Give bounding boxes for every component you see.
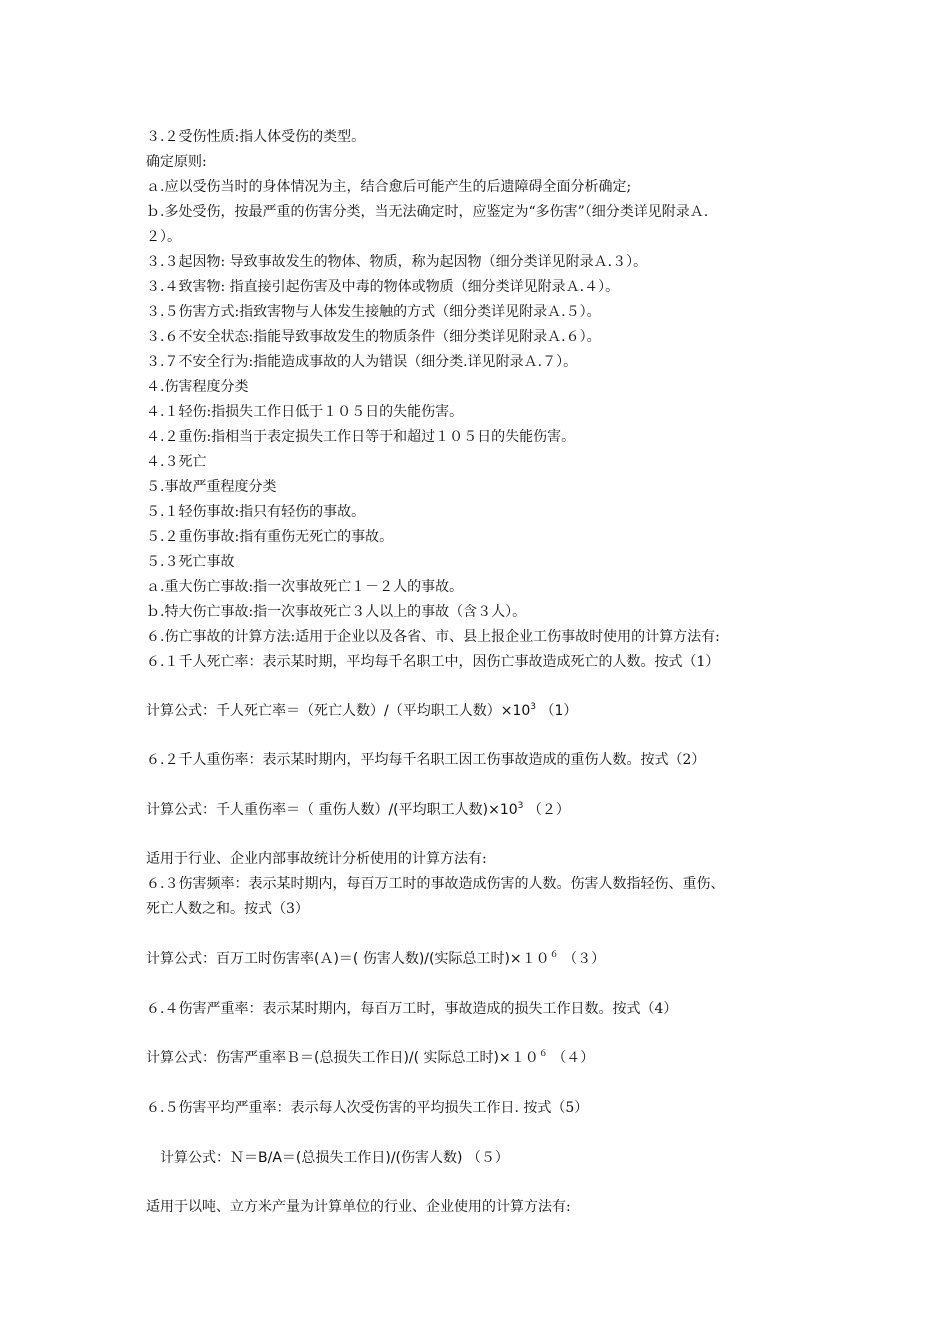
text-line-6-2: ６.２千人重伤率：表示某时期内，平均每千名职工因工伤事故造成的重伤人数。按式（2） (146, 752, 706, 768)
formula-2-exponent: 3 (517, 801, 524, 811)
text-line-4-1: ４.１轻伤:指损失工作日低于１０５日的失能伤害。 (146, 404, 464, 420)
formula-5: 计算公式：Ｎ＝B/A＝(总损失工作日)/(伤害人数) （５） (160, 1150, 509, 1166)
formula-2-tag: （２） (523, 802, 570, 818)
text-line-6-4: ６.４伤害严重率：表示某时期内，每百万工时，事故造成的损失工作日数。按式（4） (146, 1001, 678, 1017)
formula-3-main: 计算公式：百万工时伤害率(Ａ)＝( 伤害人数)/(实际总工时)×１０ (146, 951, 550, 967)
formula-4-main: 计算公式：伤害严重率Ｂ＝(总损失工作日)/( 实际总工时)×１０ (146, 1050, 539, 1066)
text-line-principle-b-cont: ２）。 (146, 229, 181, 245)
text-line-principle: 确定原则: (146, 154, 207, 170)
text-line-3-7: ３.７不安全行为:指能造成事故的人为错误（细分类.详见附录Ａ.７）。 (146, 354, 578, 370)
text-line-3-4: ３.４致害物: 指直接引起伤害及中毒的物体或物质（细分类详见附录Ａ.４）。 (146, 279, 620, 295)
text-line-principle-b: ｂ.多处受伤，按最严重的伤害分类，当无法确定时，应鉴定为“多伤害”（细分类详见附录Ａ. (146, 204, 709, 220)
formula-2 (146, 801, 570, 819)
text-line-5-1: ５.１轻伤事故:指只有轻伤的事故。 (146, 504, 366, 520)
formula-4-exponent: ６ (538, 1049, 548, 1059)
formula-3-tag: （３） (558, 951, 606, 967)
text-line-6-3: ６.３伤害频率：表示某时期内，每百万工时的事故造成伤害的人数。伤害人数指轻伤、重伤、 (146, 876, 725, 892)
text-line-5-2: ５.２重伤事故:指有重伤无死亡的事故。 (146, 529, 394, 545)
text-line-6-5: ６.５伤害平均严重率：表示每人次受伤害的平均损失工作日. 按式（5） (146, 1100, 589, 1116)
text-line-3-3: ３.３起因物: 导致事故发生的物体、物质，称为起因物（细分类详见附录Ａ.３）。 (146, 254, 648, 270)
text-line-3-6: ３.６不安全状态:指能导致事故发生的物质条件（细分类详见附录Ａ.６）。 (146, 329, 601, 345)
text-line-6-1: ６.１千人死亡率：表示某时期，平均每千名职工中，因伤亡事故造成死亡的人数。按式（1） (146, 654, 720, 670)
text-line-tonnage-intro: 适用于以吨、立方米产量为计算单位的行业、企业使用的计算方法有: (146, 1199, 571, 1215)
text-line-3-5: ３.５伤害方式:指致害物与人体发生接触的方式（细分类详见附录Ａ.５）。 (146, 304, 601, 320)
formula-1 (146, 702, 577, 720)
formula-1-main: 计算公式：千人死亡率＝（死亡人数）/（平均职工人数）×10 (146, 703, 531, 719)
formula-3 (146, 950, 605, 968)
heading-6: ６.伤亡事故的计算方法:适用于企业以及各省、市、县上报企业工伤事故时使用的计算方法有: (146, 629, 720, 645)
formula-4-tag: （４） (547, 1050, 595, 1066)
heading-5: ５.事故严重程度分类 (146, 479, 277, 495)
text-line-5-3-a: ａ.重大伤亡事故:指一次事故死亡１－２人的事故。 (146, 579, 464, 595)
formula-1-exponent: 3 (530, 702, 536, 712)
text-line-5-3-b: ｂ.特大伤亡事故:指一次事故死亡３人以上的事故（含３人）。 (146, 604, 527, 620)
text-line-4-2: ４.２重伤:指相当于表定损失工作日等于和超过１０５日的失能伤害。 (146, 429, 576, 445)
formula-4 (146, 1049, 594, 1067)
text-line-5-3: ５.３死亡事故 (146, 554, 235, 570)
text-line-principle-a: ａ.应以受伤当时的身体情况为主，结合愈后可能产生的后遗障碍全面分析确定; (146, 179, 632, 195)
text-line-3-2: ３.２受伤性质:指人体受伤的类型。 (146, 129, 366, 145)
formula-1-tag: （1） (536, 703, 578, 719)
formula-3-exponent: ６ (549, 950, 559, 960)
text-line-6-3-cont: 死亡人数之和。按式（3） (146, 901, 309, 917)
heading-4: ４.伤害程度分类 (146, 379, 249, 395)
text-line-industry-intro: 适用于行业、企业内部事故统计分析使用的计算方法有: (146, 851, 487, 867)
formula-2-main: 计算公式：千人重伤率＝（ 重伤人数）/(平均职工人数)×10 (146, 802, 518, 818)
text-line-4-3: ４.３死亡 (146, 454, 207, 470)
